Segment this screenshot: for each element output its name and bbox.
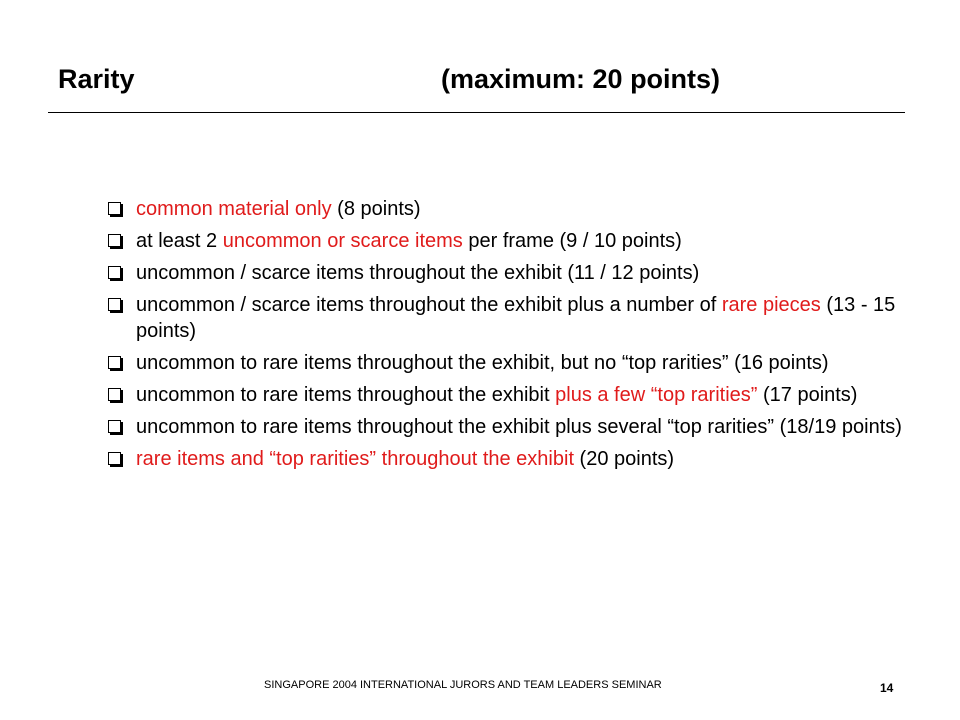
checkbox-bullet-icon bbox=[108, 298, 121, 311]
criteria-item bbox=[106, 260, 906, 286]
item-text: per frame (9 / 10 points) bbox=[462, 230, 682, 252]
slide-title: Rarity bbox=[58, 64, 135, 94]
item-text: uncommon to rare items throughout the exhibit plus several “top rarities” (18/19 points) bbox=[136, 416, 902, 438]
criteria-item bbox=[106, 228, 906, 254]
highlight-text: rare pieces bbox=[721, 294, 821, 316]
checkbox-bullet-icon bbox=[108, 202, 121, 215]
item-text: uncommon / scarce items throughout the exhibit plus a number of bbox=[136, 294, 722, 316]
checkbox-bullet-icon bbox=[108, 420, 121, 433]
criteria-item bbox=[106, 350, 906, 376]
highlight-text: rare items and “top rarities” throughout the exhibit bbox=[136, 448, 574, 470]
item-text: uncommon to rare items throughout the exhibit, but no “top rarities” (16 points) bbox=[136, 352, 829, 374]
footer-text: SINGAPORE 2004 INTERNATIONAL JURORS AND TEAM LEADERS SEMINAR bbox=[264, 679, 662, 691]
checkbox-bullet-icon bbox=[108, 266, 121, 279]
criteria-item bbox=[106, 446, 906, 472]
checkbox-bullet-icon bbox=[108, 234, 121, 247]
item-text: at least 2 bbox=[136, 230, 223, 252]
criteria-item bbox=[106, 382, 906, 408]
item-text: (17 points) bbox=[757, 384, 858, 406]
item-text: uncommon / scarce items throughout the exhibit (11 / 12 points) bbox=[136, 262, 700, 284]
item-text: (20 points) bbox=[574, 448, 675, 470]
checkbox-bullet-icon bbox=[108, 356, 121, 369]
criteria-item bbox=[106, 292, 906, 344]
highlight-text: uncommon or scarce items bbox=[222, 230, 463, 252]
checkbox-bullet-icon bbox=[108, 452, 121, 465]
item-text: (8 points) bbox=[331, 198, 421, 220]
slide-subtitle: (maximum: 20 points) bbox=[441, 64, 721, 94]
criteria-item bbox=[106, 414, 906, 440]
page-number: 14 bbox=[880, 681, 894, 695]
highlight-text: plus a few “top rarities” bbox=[555, 384, 758, 406]
criteria-item bbox=[106, 196, 906, 222]
item-text: uncommon to rare items throughout the exhibit bbox=[136, 384, 556, 406]
checkbox-bullet-icon bbox=[108, 388, 121, 401]
item-text: (13 - 15 points) bbox=[136, 294, 896, 342]
criteria-list bbox=[106, 196, 906, 478]
highlight-text: common material only bbox=[136, 198, 332, 220]
title-divider bbox=[48, 112, 905, 113]
